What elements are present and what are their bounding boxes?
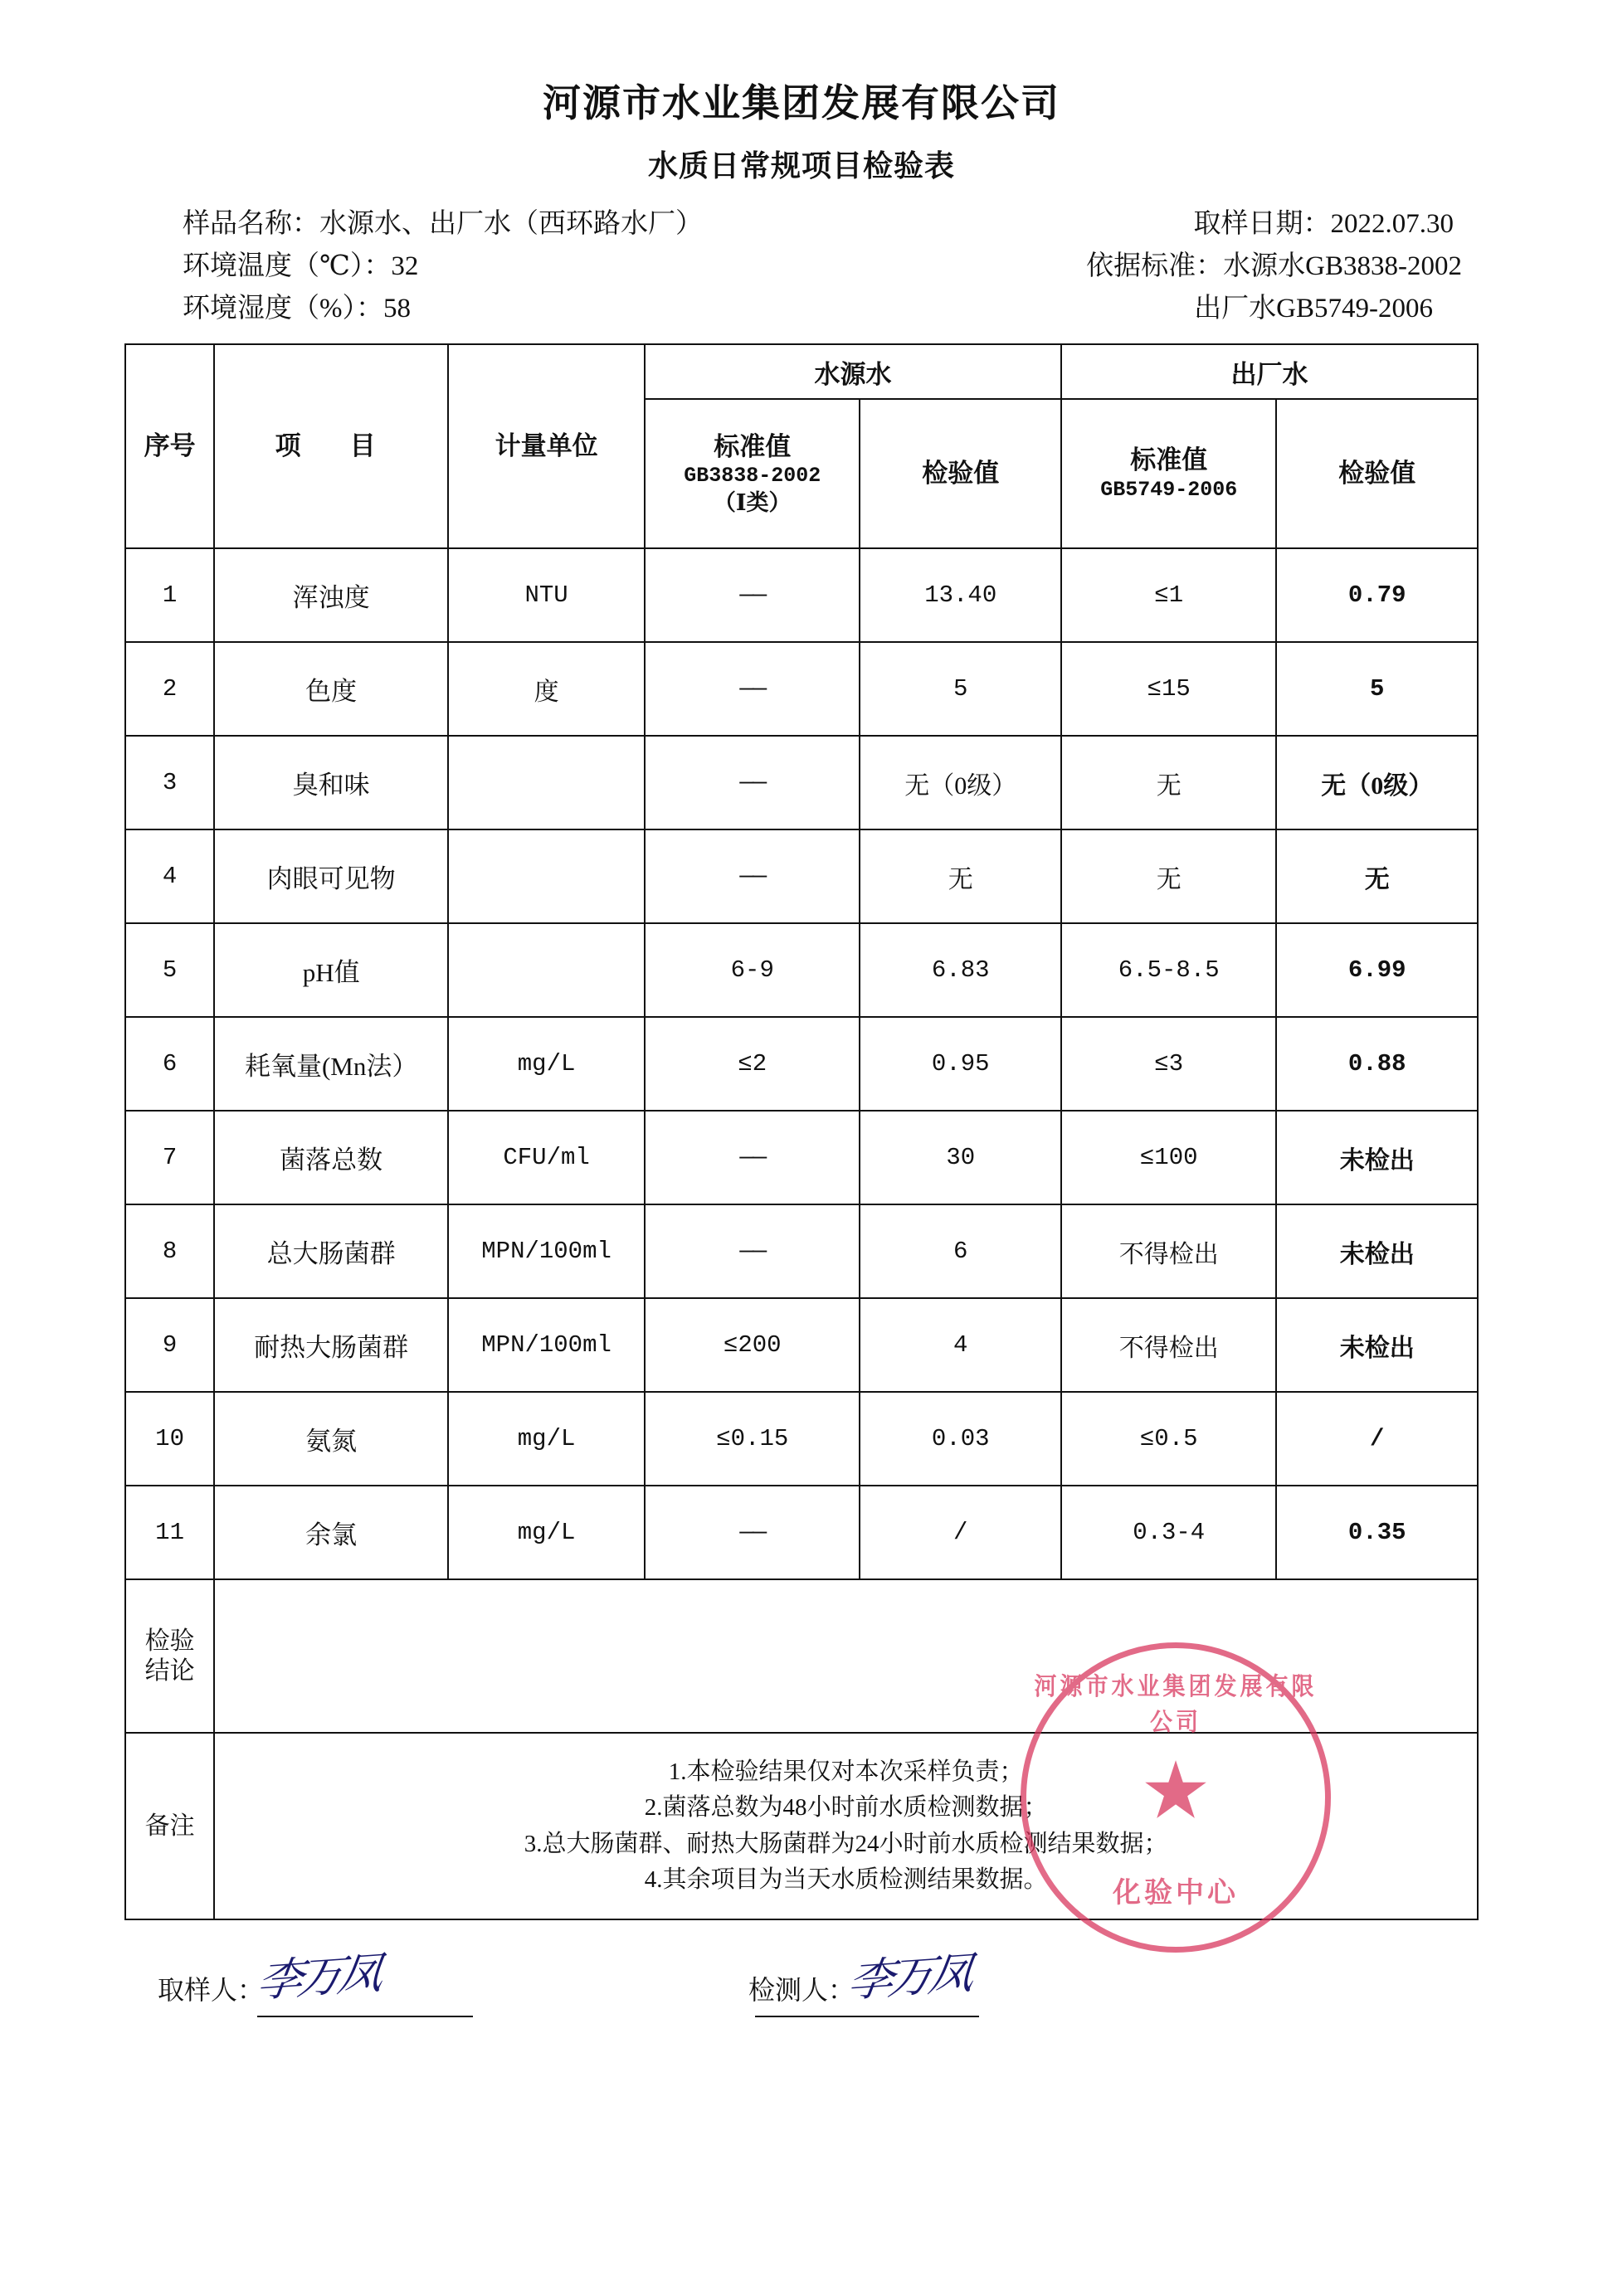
cell-std-plant: ≤0.5 bbox=[1061, 1392, 1276, 1486]
table-row bbox=[125, 1111, 1478, 1204]
cell-val-source: 无（0级） bbox=[860, 736, 1061, 829]
cell-val-source: 30 bbox=[860, 1111, 1061, 1204]
cell-unit bbox=[448, 736, 645, 829]
cell-std-plant: 无 bbox=[1061, 736, 1276, 829]
cell-val-plant: 6.99 bbox=[1276, 923, 1478, 1017]
stamp-arc-text: 河源市水业集团发展有限公司 bbox=[1034, 1672, 1318, 1736]
standard-plant: 出厂水GB5749-2006 bbox=[1194, 294, 1433, 324]
standard-source: 依据标准：水源水GB3838-2002 bbox=[1086, 251, 1462, 282]
remark-content bbox=[214, 1733, 1478, 1919]
cell-val-plant: 0.79 bbox=[1276, 548, 1478, 642]
cell-unit: mg/L bbox=[448, 1017, 645, 1111]
header-group-source-water: 水源水 bbox=[645, 344, 1061, 399]
cell-item: 余氯 bbox=[214, 1486, 448, 1579]
cell-no: 3 bbox=[125, 736, 214, 829]
cell-item: 耐热大肠菌群 bbox=[214, 1298, 448, 1392]
table-group-header-row bbox=[125, 344, 1478, 399]
cell-std-source: 6-9 bbox=[645, 923, 860, 1017]
table-row bbox=[125, 1017, 1478, 1111]
cell-val-source: 6 bbox=[860, 1204, 1061, 1298]
remark-label: 备注 bbox=[125, 1733, 214, 1919]
cell-val-plant: 无 bbox=[1276, 829, 1478, 923]
header-std-plant: 标准值 GB5749-2006 bbox=[1061, 399, 1276, 548]
cell-no: 4 bbox=[125, 829, 214, 923]
stamp-bottom-text: 化验中心 bbox=[1113, 1878, 1239, 1909]
cell-val-source: 0.95 bbox=[860, 1017, 1061, 1111]
cell-unit: CFU/ml bbox=[448, 1111, 645, 1204]
cell-std-plant: ≤100 bbox=[1061, 1111, 1276, 1204]
cell-unit: mg/L bbox=[448, 1392, 645, 1486]
cell-std-source: ≤200 bbox=[645, 1298, 860, 1392]
cell-no: 10 bbox=[125, 1392, 214, 1486]
table-row bbox=[125, 1486, 1478, 1579]
sampling-date: 取样日期：2022.07.30 bbox=[1193, 209, 1454, 239]
header-val-plant: 检验值 bbox=[1276, 399, 1478, 548]
cell-val-source: / bbox=[860, 1486, 1061, 1579]
cell-no: 8 bbox=[125, 1204, 214, 1298]
tester-block bbox=[748, 1948, 974, 2012]
cell-item: pH值 bbox=[214, 923, 448, 1017]
cell-no: 1 bbox=[125, 548, 214, 642]
cell-no: 11 bbox=[125, 1486, 214, 1579]
table-row bbox=[125, 642, 1478, 736]
cell-unit bbox=[448, 923, 645, 1017]
cell-item: 氨氮 bbox=[214, 1392, 448, 1486]
cell-val-plant: 0.35 bbox=[1276, 1486, 1478, 1579]
cell-val-source: 5 bbox=[860, 642, 1061, 736]
cell-std-source: —— bbox=[645, 1486, 860, 1579]
cell-std-plant: 不得检出 bbox=[1061, 1298, 1276, 1392]
table-row bbox=[125, 923, 1478, 1017]
cell-val-plant: 无（0级） bbox=[1276, 736, 1478, 829]
remark-line: 1.本检验结果仅对本次采样负责； bbox=[668, 1758, 1024, 1785]
table-body bbox=[125, 548, 1478, 1919]
cell-std-source: —— bbox=[645, 642, 860, 736]
cell-val-plant: / bbox=[1276, 1392, 1478, 1486]
cell-std-source: —— bbox=[645, 548, 860, 642]
cell-no: 2 bbox=[125, 642, 214, 736]
cell-unit: MPN/100ml bbox=[448, 1298, 645, 1392]
cell-item: 色度 bbox=[214, 642, 448, 736]
meta-row-temperature bbox=[183, 246, 1479, 288]
cell-unit: MPN/100ml bbox=[448, 1204, 645, 1298]
stamp-star-icon: ★ bbox=[1139, 1746, 1212, 1836]
cell-item: 肉眼可见物 bbox=[214, 829, 448, 923]
cell-item: 菌落总数 bbox=[214, 1111, 448, 1204]
cell-std-plant: ≤1 bbox=[1061, 548, 1276, 642]
table-row bbox=[125, 736, 1478, 829]
header-group-plant-water: 出厂水 bbox=[1061, 344, 1478, 399]
cell-val-source: 4 bbox=[860, 1298, 1061, 1392]
company-title: 河源市水业集团发展有限公司 bbox=[543, 82, 1060, 124]
ambient-humidity: 环境湿度（%）：58 bbox=[183, 294, 411, 324]
cell-item: 总大肠菌群 bbox=[214, 1204, 448, 1298]
remark-line: 2.菌落总数为48小时前水质检测数据； bbox=[644, 1794, 1048, 1822]
header-unit: 计量单位 bbox=[448, 344, 645, 548]
cell-no: 9 bbox=[125, 1298, 214, 1392]
cell-std-source: —— bbox=[645, 736, 860, 829]
inspection-table bbox=[124, 343, 1479, 1920]
meta-row-humidity bbox=[183, 288, 1479, 330]
cell-item: 臭和味 bbox=[214, 736, 448, 829]
table-row bbox=[125, 548, 1478, 642]
cell-std-source: —— bbox=[645, 1111, 860, 1204]
cell-no: 5 bbox=[125, 923, 214, 1017]
header-std-source: 标准值 GB3838-2002 （Ⅰ类） bbox=[645, 399, 860, 548]
cell-std-plant: 不得检出 bbox=[1061, 1204, 1276, 1298]
tester-label: 检测人： bbox=[748, 1975, 855, 2006]
sample-name: 样品名称：水源水、出厂水（西环路水厂） bbox=[183, 209, 703, 239]
cell-item: 耗氧量(Mn法） bbox=[214, 1017, 448, 1111]
cell-unit: mg/L bbox=[448, 1486, 645, 1579]
cell-val-plant: 未检出 bbox=[1276, 1111, 1478, 1204]
sampler-signature-line bbox=[257, 2016, 473, 2017]
cell-val-source: 13.40 bbox=[860, 548, 1061, 642]
document-title: 水质日常规项目检验表 bbox=[647, 149, 955, 182]
cell-no: 7 bbox=[125, 1111, 214, 1204]
document-meta bbox=[124, 203, 1479, 330]
cell-std-source: —— bbox=[645, 829, 860, 923]
cell-std-source: ≤0.15 bbox=[645, 1392, 860, 1486]
cell-unit bbox=[448, 829, 645, 923]
meta-row-sample bbox=[183, 203, 1479, 246]
cell-unit: 度 bbox=[448, 642, 645, 736]
remark-line: 3.总大肠菌群、耐热大肠菌群为24小时前水质检测结果数据； bbox=[524, 1830, 1168, 1857]
table-row bbox=[125, 1392, 1478, 1486]
signature-row bbox=[124, 1948, 1479, 2012]
sampler-block bbox=[158, 1948, 383, 2012]
conclusion-value bbox=[214, 1579, 1478, 1733]
conclusion-row bbox=[125, 1579, 1478, 1733]
cell-val-plant: 5 bbox=[1276, 642, 1478, 736]
tester-signature: 李万凤 bbox=[845, 1948, 973, 2007]
header-no: 序号 bbox=[125, 344, 214, 548]
cell-no: 6 bbox=[125, 1017, 214, 1111]
cell-std-source: —— bbox=[645, 1204, 860, 1298]
cell-val-plant: 未检出 bbox=[1276, 1298, 1478, 1392]
cell-val-source: 0.03 bbox=[860, 1392, 1061, 1486]
sampler-label: 取样人： bbox=[158, 1975, 265, 2006]
cell-unit: NTU bbox=[448, 548, 645, 642]
cell-std-plant: 6.5-8.5 bbox=[1061, 923, 1276, 1017]
table-row bbox=[125, 1204, 1478, 1298]
remark-line: 4.其余项目为当天水质检测结果数据。 bbox=[644, 1866, 1048, 1894]
sampler-signature: 李万凤 bbox=[254, 1948, 382, 2007]
conclusion-label: 检验 结论 bbox=[125, 1579, 214, 1733]
ambient-temperature: 环境温度（℃）：32 bbox=[183, 251, 419, 282]
table-row bbox=[125, 1298, 1478, 1392]
cell-std-plant: 0.3-4 bbox=[1061, 1486, 1276, 1579]
cell-std-plant: ≤3 bbox=[1061, 1017, 1276, 1111]
cell-item: 浑浊度 bbox=[214, 548, 448, 642]
cell-val-source: 6.83 bbox=[860, 923, 1061, 1017]
header-item: 项 目 bbox=[214, 344, 448, 548]
cell-val-plant: 0.88 bbox=[1276, 1017, 1478, 1111]
cell-val-source: 无 bbox=[860, 829, 1061, 923]
tester-signature-line bbox=[755, 2016, 979, 2017]
header-val-source: 检验值 bbox=[860, 399, 1061, 548]
table-row bbox=[125, 829, 1478, 923]
cell-std-plant: ≤15 bbox=[1061, 642, 1276, 736]
cell-val-plant: 未检出 bbox=[1276, 1204, 1478, 1298]
cell-std-plant: 无 bbox=[1061, 829, 1276, 923]
remark-row bbox=[125, 1733, 1478, 1919]
cell-std-source: ≤2 bbox=[645, 1017, 860, 1111]
